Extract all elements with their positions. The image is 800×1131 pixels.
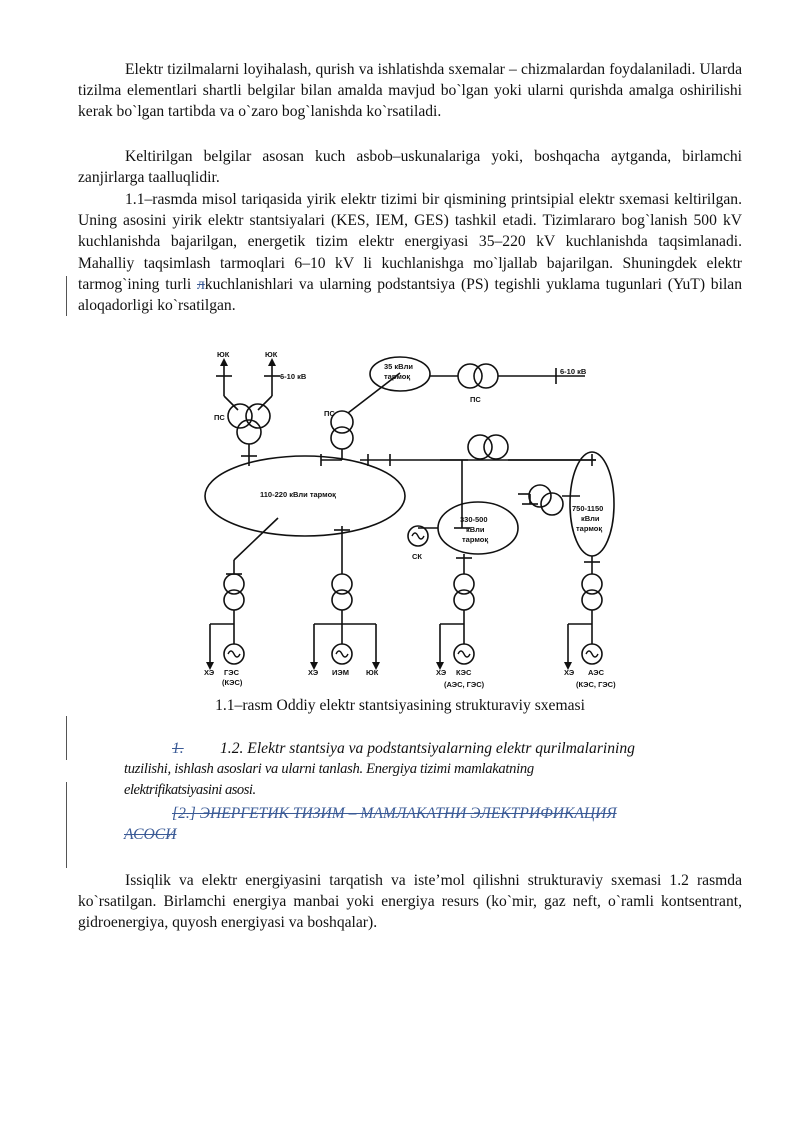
paragraph-intro: Elektr tizilmalarni loyihalash, qurish va ishlatishda sxemalar – chizmalardan foydalaniladi. Ularda tizilma elementlari shartli belgilar bilan amalda mavjud bo`lgan yoki ularni qurishda amalga oshirilishi kerak bo`lgan tartibda va o`zaro bog`lanishda ko`rsatiladi. [78,61,742,121]
deleted-heading-number: 1. [172,740,184,757]
label-st3-xe: ХЭ [436,668,447,677]
label-st1-name: ГЭС [224,668,240,677]
label-110-220kv-network: 110-220 кВли тармоқ [260,490,336,499]
label-ps-left: ПС [214,413,225,422]
label-st3-sub: (АЭС, ГЭС) [444,680,485,689]
label-yuk-left: ЮК [217,350,230,359]
paragraph-figure-description [78,189,742,316]
label-330-500-line2: кВли [466,525,485,534]
deleted-heading-line-2: АСОСИ [124,826,177,843]
label-330-500-line3: тармоқ [462,535,489,544]
deleted-character: л [197,275,205,293]
label-330-500-line1: 330-500 [460,515,488,524]
label-st4-name: АЭС [588,668,604,677]
paragraph-symbols: Keltirilgan belgilar asosan kuch asbob–uskunalariga yoki, boshqacha aytganda, birlamchi zanjirlarga taalluqlidir. [78,148,742,187]
label-st1-xe: ХЭ [204,668,215,677]
label-st1-sub: (КЭС) [222,678,243,687]
heading-line-3: elektrifikatsiyasini asosi. [124,782,256,798]
label-6-10kv-right: 6-10 кВ [560,367,587,376]
label-yuk-right: ЮК [265,350,278,359]
label-35kv-line2: тармоқ [384,372,411,381]
label-750-line1: 750-1150 [572,504,604,513]
paragraph-figure-text-tail: kuchlanishlari va ularning podstantsiya (PS) tegishli yuklama tugunlari (YuT) bilan aloqadorligi ko`rsatilgan. [78,275,742,315]
change-bar [66,276,67,316]
label-ps-right: ПС [470,395,481,404]
section-heading [124,738,744,801]
paragraph-figure-text: 1.1–rasmda misol tariqasida yirik elektr tizimi bir qismining printsipial elektr sxemasi keltirilgan. Uning asosini yirik elektr stantsiyalari (KES, IEM, GES) tashkil etadi. Tizimlararo bog`lanish 500 kV kuchlanishda bajarilgan, energetik tizim elektr energiyasi 35–220 kV kuchlanishda taqsimlanadi. Mahalliy taqsimlash tarmoqlari 6–10 kV li kuchlanishga mo`ljallab bajarilgan. Shuningdek elektr tarmog`ining turli [78,191,742,293]
change-bar [66,716,67,760]
label-750-line3: тармоқ [576,524,603,533]
figure-caption: 1.1–rasm Oddiy elektr stantsiyasining strukturaviy sxemasi [215,697,585,714]
heading-line-1: 1.2. Elektr stantsiya va podstantsiyalarning elektr qurilmalarining [220,740,635,757]
label-6-10kv-left: 6-10 кВ [280,372,307,381]
change-bar [66,782,67,868]
label-st4-xe: ХЭ [564,668,575,677]
label-st2-yuk: ЮК [366,668,379,677]
power-system-diagram [200,348,630,693]
label-st3-name: КЭС [456,668,472,677]
label-st2-name: ИЭМ [332,668,349,677]
deleted-heading-line-1: [2.] ЭНЕРГЕТИК ТИЗИМ – МАМЛАКАТНИ ЭЛЕКТРИФИКАЦИЯ [172,805,617,822]
label-st4-sub: (КЭС, ГЭС) [576,680,616,689]
deleted-heading [124,803,744,845]
label-ps-mid: ПС [324,409,335,418]
paragraph-structural-scheme: Issiqlik va elektr energiyasini tarqatish va iste’mol qilishni strukturaviy sxemasi 1.2 rasmda ko`rsatilgan. Birlamchi energiya manbai yoki energiya resurs (ko`mir, gaz neft, o`ramli kontsentrant, gidroenergiya, quyosh energiyasi va boshqalar). [78,872,742,932]
heading-line-2: tuzilishi, ishlash asoslari va ularni tanlash. Energiya tizimi mamlakatning [124,761,534,777]
label-sk: СК [412,552,422,561]
label-35kv-line1: 35 кВли [384,362,413,371]
label-st2-xe: ХЭ [308,668,319,677]
label-750-line2: кВли [581,514,600,523]
